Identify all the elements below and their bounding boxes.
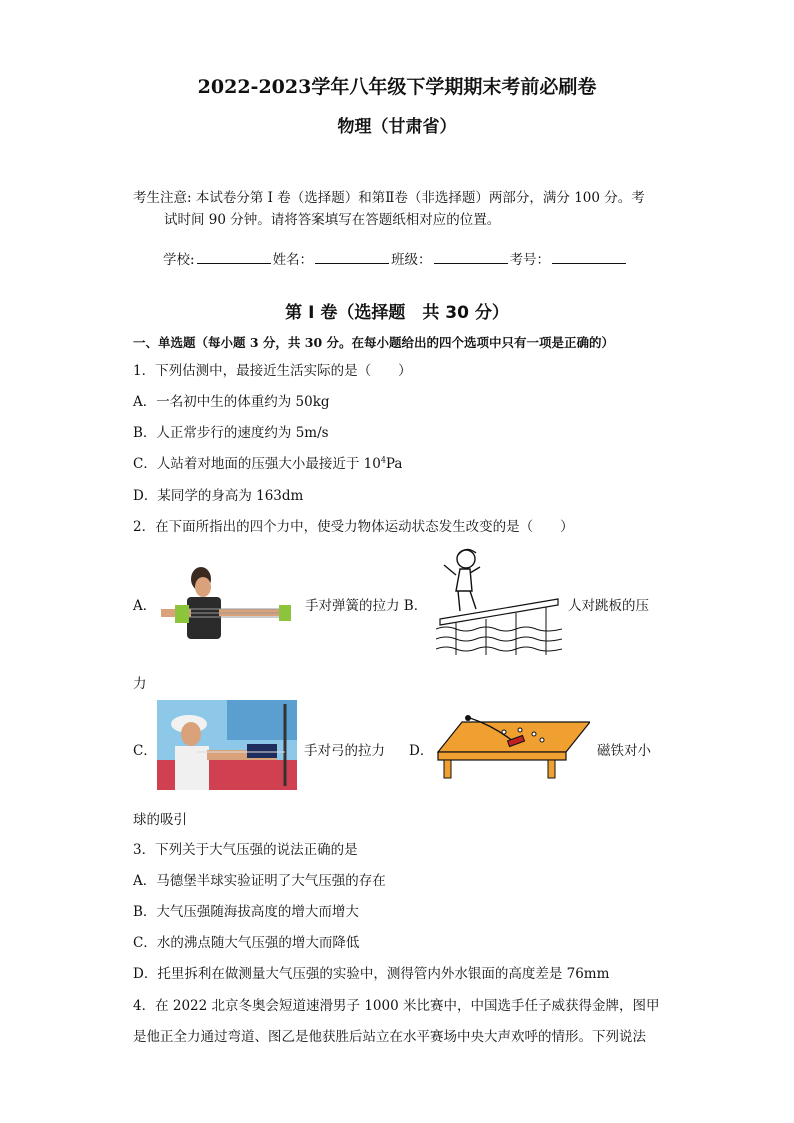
q1-option-c: C．人站着对地面的压强大小最接近于 $10^4Pa$	[133, 455, 403, 472]
q1-option-a: A．一名初中生的体重约为 50kg	[133, 394, 330, 410]
spring-expander-image	[157, 565, 297, 639]
number-blank[interactable]	[552, 250, 626, 264]
magnet-table-image	[434, 712, 590, 780]
q2-d-wrap: 球的吸引	[133, 812, 187, 828]
name-label: 姓名：	[272, 252, 314, 268]
q2-d-text: 磁铁对小	[597, 743, 651, 759]
exam-subtitle: 物理（甘肃省）	[337, 117, 457, 137]
q2-a-text: 手对弹簧的拉力 B．	[305, 598, 428, 614]
q1-option-d: D．某同学的身高为 163dm	[133, 488, 304, 504]
diving-board-image	[436, 547, 562, 655]
notice-line-2: 试时间 90 分钟。请将答案填写在答题纸相对应的位置。	[164, 212, 501, 228]
q3-option-c: C．水的沸点随大气压强的增大而降低	[133, 935, 360, 951]
q2-b-text: 人对跳板的压	[568, 598, 649, 614]
q3-option-a: A．马德堡半球实验证明了大气压强的存在	[133, 873, 386, 889]
school-label: 学校:	[163, 252, 195, 268]
q3-option-b: B．大气压强随海拔高度的增大而增大	[133, 904, 359, 920]
school-blank[interactable]	[197, 250, 271, 264]
class-blank[interactable]	[434, 250, 508, 264]
q4-line-2: 是他正全力通过弯道、图乙是他获胜后站立在水平赛场中央大声欢呼的情形。下列说法	[133, 1029, 646, 1045]
archery-image	[157, 700, 297, 790]
q2-d-label: D．	[409, 743, 434, 759]
q3-option-d: D．托里拆利在做测量大气压强的实验中，测得管内外水银面的高度差是 76mm	[133, 966, 610, 982]
name-blank[interactable]	[315, 250, 389, 264]
number-label: 考号：	[509, 252, 551, 268]
q2-stem: 2．在下面所指出的四个力中，使受力物体运动状态发生改变的是（ ）	[133, 519, 574, 535]
q2-a-label: A．	[133, 598, 157, 614]
class-label: 班级：	[391, 252, 432, 268]
q4-line-1: 4．在 2022 北京冬奥会短道速滑男子 1000 米比赛中，中国选手任子威获得金牌，图甲	[133, 998, 660, 1014]
notice-line-1: 考生注意: 本试卷分第 I 卷（选择题）和第Ⅱ卷（非选择题）两部分，满分 100 分。考	[133, 190, 645, 206]
section-title: 第 I 卷（选择题 共 30 分）	[285, 303, 509, 323]
exam-title: 2022-2023学年八年级下学期期末考前必刷卷	[197, 76, 597, 98]
q1-stem: 1．下列估测中，最接近生活实际的是（ ）	[133, 363, 412, 379]
q3-stem: 3．下列关于大气压强的说法正确的是	[133, 842, 358, 858]
q2-c-label: C．	[133, 743, 157, 759]
q2-c-text: 手对弓的拉力	[304, 743, 385, 759]
q2-b-wrap: 力	[133, 676, 147, 692]
section-instruction: 一、单选题（每小题 3 分，共 30 分。在每小题给出的四个选项中只有一项是正确的）	[133, 335, 615, 350]
q1-option-b: B．人正常步行的速度约为 5m/s	[133, 425, 329, 441]
student-info-row	[163, 248, 628, 268]
